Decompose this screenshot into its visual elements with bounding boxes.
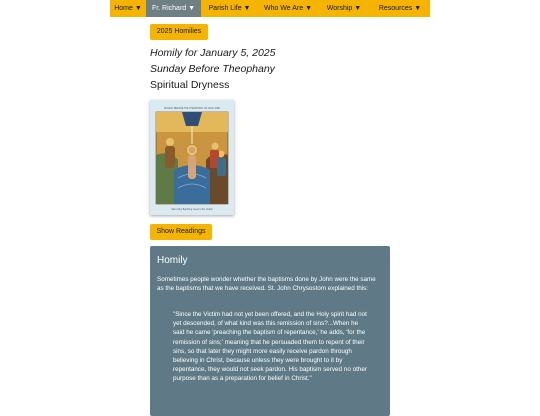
homily-date-title: Homily for January 5, 2025 (150, 47, 276, 59)
homily-topic: Spiritual Dryness (150, 79, 230, 91)
show-readings-button[interactable]: Show Readings (150, 224, 212, 240)
nav-fr-richard[interactable]: Fr. Richard ▼ (146, 0, 201, 17)
homily-panel (150, 246, 390, 416)
nav-home[interactable]: Home ▼ (114, 5, 142, 12)
nav-worship[interactable]: Worship ▼ (326, 5, 362, 12)
top-nav (110, 0, 430, 17)
theophany-icon-image (150, 100, 234, 215)
theophany-icon-artwork (150, 100, 234, 215)
nav-parish-life[interactable]: Parish Life ▼ (208, 5, 251, 12)
icon-caption-top: SUNDAY BEFORE THE THEOPHANY OF OUR LORD (163, 108, 221, 110)
homily-quote: "Since the Victim had not yet been offered, and the Holy spirit had not yet descended, of what kind was this remission of sins?...When he said he came 'preaching the baptism of repentance,' he adds, 'for the remission of sins;' meaning that he persuaded them to repent of their sins, so that later they might more easily receive pardon through believing in Christ, because unless they were brought to it by repentance, they would not seek pardon. His baptism served no other purpose than as a preparation for belief in Christ." (173, 311, 367, 383)
homilies-2025-button[interactable]: 2025 Homilies (150, 24, 208, 40)
homily-heading: Homily (157, 255, 188, 266)
icon-caption-bottom: Saint John Baptizing Jesus in the Jordan (171, 209, 213, 211)
nav-who-we-are[interactable]: Who We Are ▼ (263, 5, 313, 12)
homily-intro-text: Sometimes people wonder whether the baptisms done by John were the same as the baptisms that we have received. St. John Chrysostom explained this: (157, 276, 376, 293)
feast-title: Sunday Before Theophany (150, 63, 275, 75)
nav-resources[interactable]: Resources ▼ (378, 5, 422, 12)
